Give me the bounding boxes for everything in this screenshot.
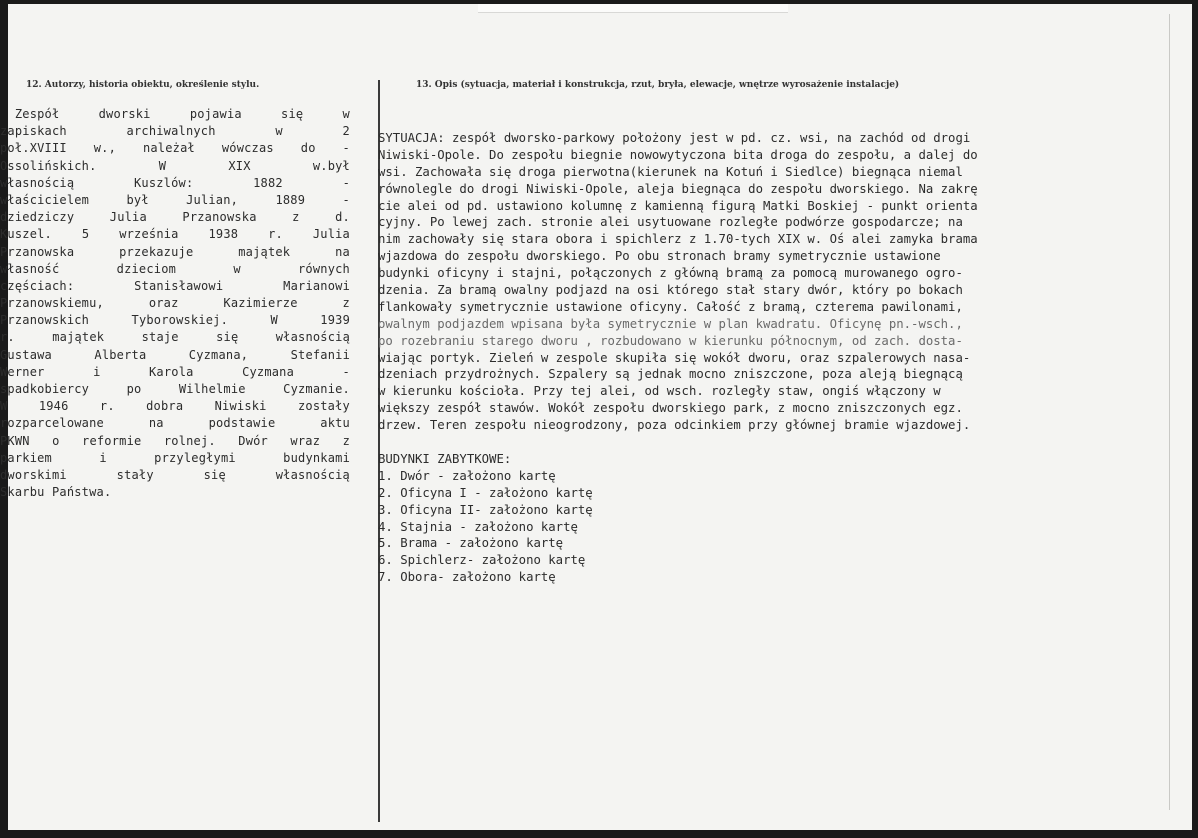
description-line: cyjny. Po lewej zach. stronie alei usytuowane rozległe podwórze gospodarcze; na: [378, 215, 963, 230]
description-line: budynki oficyny i stajni, połączonych z główną bramą za pomocą murowanego ogro-: [378, 266, 963, 281]
building-list-item: 7. Obora- założono kartę: [378, 570, 556, 585]
history-line: dworskimi stały się własnością: [0, 467, 350, 482]
margin-rule: [1169, 14, 1170, 810]
description-line: SYTUACJA: zespół dworsko-parkowy położony jest w pd. cz. wsi, na zachód od drogi: [378, 131, 971, 145]
building-list-item: 3. Oficyna II- założono kartę: [378, 502, 593, 517]
section-gap: [378, 434, 1168, 451]
description-line: większy zespół stawów. Wokół zespołu dworskiego park, z mocno zniszczonych egz.: [378, 401, 963, 416]
description-line: drzew. Teren zespołu nieogrodzony, poza odcinkiem przy głównej bramie wjazdowej.: [378, 418, 971, 433]
history-line: Skarbu Państwa.: [0, 485, 112, 500]
building-list-item: 5. Brama - założono kartę: [378, 536, 564, 551]
history-line: W 1946 r. dobra Niwiski zostały: [0, 399, 350, 414]
history-line: zapiskach archiwalnych w 2: [0, 124, 350, 139]
history-line: częściach: Stanisławowi Marianowi: [0, 278, 350, 293]
buildings-heading: BUDYNKI ZABYTKOWE:: [378, 452, 512, 467]
building-list-item: 4. Stajnia - założono kartę: [378, 519, 578, 534]
history-line: Gustawa Alberta Cyzmana, Stefanii: [0, 347, 350, 362]
history-line: dziedziczy Julia Przanowska z d.: [0, 210, 350, 225]
building-list-item: 6. Spichlerz- założono kartę: [378, 553, 586, 568]
history-line: właścicielem był Julian, 1889 -: [0, 192, 350, 207]
description-section-header: 13. Opis (sytuacja, materiał i konstrukcja, rzut, bryła, elewacje, wnętrze wyrosażenie instalacje): [416, 80, 900, 90]
history-line: Przanowskiemu, oraz Kazimierze z: [0, 296, 350, 311]
history-line: PKWN o reformie rolnej. Dwór wraz z: [0, 433, 350, 448]
description-line: po rozebraniu starego dworu , rozbudowano w kierunku północnym, od zach. dosta-: [378, 333, 963, 348]
history-line: Ossolińskich. W XIX w.był: [0, 158, 350, 173]
history-line: Zespół dworski pojawia się w: [0, 107, 350, 121]
description-line: Niwiski-Opole. Do zespołu biegnie nowowytyczona bita droga do zespołu, a dalej do: [378, 147, 978, 162]
paper-tab: [478, 4, 788, 13]
history-line: spadkobiercy po Wilhelmie Cyzmanie.: [0, 382, 350, 396]
history-line: Werner i Karola Cyzmana -: [0, 364, 350, 379]
description-line: wsi. Zachowała się droga pierwotna(kierunek na Kotuń i Siedlce) biegnąca niemal: [378, 164, 963, 179]
history-text: [0, 106, 350, 501]
description-line: wjazdowa do zespołu dworskiego. Po obu stronach bramy symetrycznie ustawione: [378, 249, 941, 264]
description-text: [378, 130, 1168, 586]
description-line: owalnym podjazdem wpisana była symetrycznie w plan kwadratu. Oficynę pn.-wsch.,: [378, 316, 963, 331]
building-list-item: 1. Dwór - założono kartę: [378, 468, 556, 483]
history-line: poł.XVIII w., należał wówczas do -: [0, 141, 350, 156]
history-line: Przanowskich Tyborowskiej. W 1939: [0, 313, 350, 328]
history-line: parkiem i przyległymi budynkami: [0, 450, 350, 465]
description-line: flankowały symetrycznie ustawione oficyny. Całość z bramą, czterema pawilonami,: [378, 299, 963, 314]
history-section-header: 12. Autorzy, historia obiektu, określenie stylu.: [26, 80, 260, 90]
history-line: własność dzieciom w równych: [0, 261, 350, 276]
description-line: cie alei od pd. ustawiono kolumnę z kamienną figurą Matki Boskiej - punkt orienta: [378, 198, 978, 213]
history-line: rozparcelowane na podstawie aktu: [0, 416, 350, 431]
description-line: dzenia. Za bramą owalny podjazd na osi którego stał stary dwór, który po bokach: [378, 283, 963, 298]
history-line: Kuszel. 5 września 1938 r. Julia: [0, 227, 350, 242]
history-line: własnością Kuszlów: 1882 -: [0, 175, 350, 190]
history-line: r. majątek staje się własnością: [0, 330, 350, 345]
description-line: nim zachowały się stara obora i spichlerz z 1.70-tych XIX w. Oś alei zamyka brama: [378, 232, 978, 247]
building-list-item: 2. Oficyna I - założono kartę: [378, 485, 593, 500]
history-line: Przanowska przekazuje majątek na: [0, 244, 350, 259]
description-line: wiając portyk. Zieleń w zespole skupiła się wokół dworu, oraz szpalerowych nasa-: [378, 350, 971, 365]
description-line: równolegle do drogi Niwiski-Opole, aleja biegnąca do zespołu dworskiego. Na zakrę: [378, 181, 978, 196]
description-line: w kierunku kościoła. Przy tej alei, od wsch. rozległy staw, ongiś włączony w: [378, 384, 941, 399]
description-line: dzeniach przydrożnych. Szpalery są jednak mocno zniszczone, poza aleją biegnącą: [378, 367, 963, 382]
